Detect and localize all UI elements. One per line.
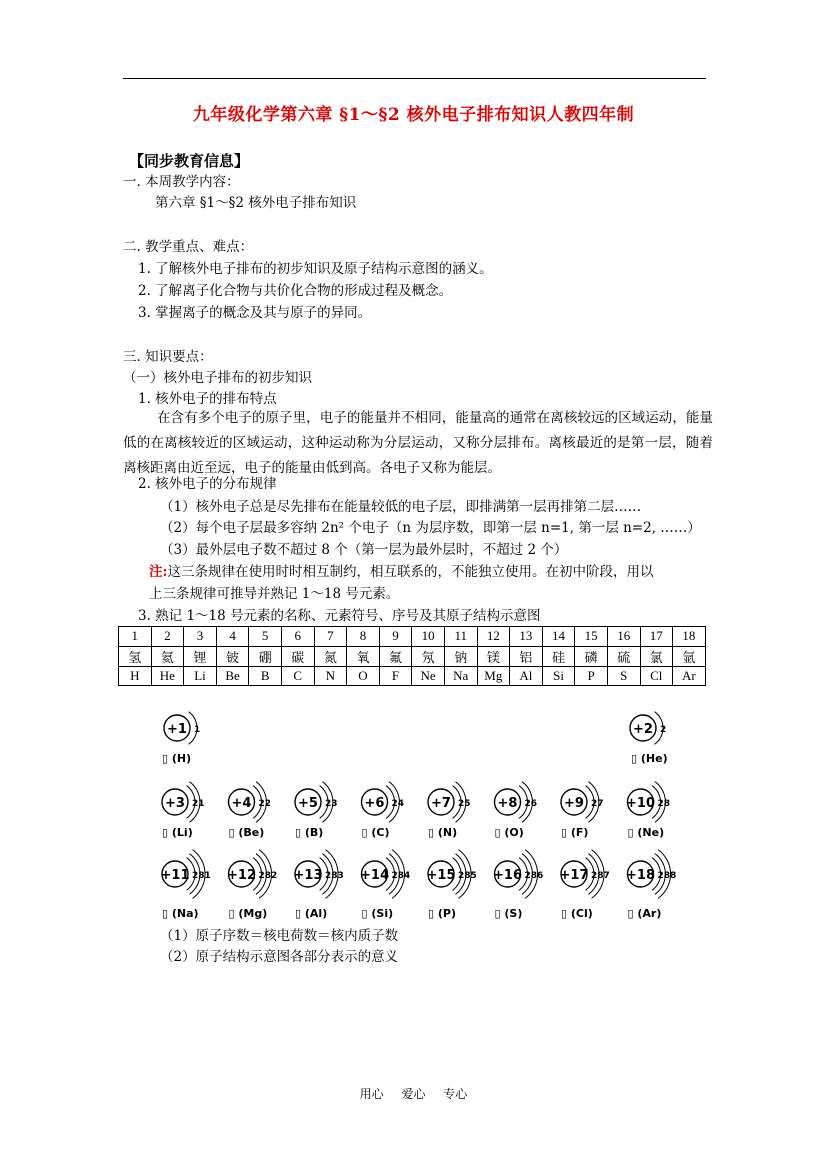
element-label: ▯ (F) (561, 826, 589, 839)
element-number-cell: 3 (184, 627, 217, 647)
element-label: ▯ (Cl) (561, 907, 593, 920)
element-symbol-cell: F (379, 666, 412, 686)
element-label: ▯ (P) (428, 907, 456, 920)
note-line-1 (149, 562, 653, 582)
element-number-cell: 6 (281, 627, 314, 647)
atom-diagram (295, 782, 338, 839)
element-number-cell: 18 (673, 627, 706, 647)
nucleus-charge: +12 (227, 868, 256, 883)
atom-diagram (626, 782, 670, 839)
element-name-cell: 氧 (347, 646, 380, 666)
nucleus-charge: +7 (431, 796, 451, 811)
element-label: ▯ (N) (428, 826, 458, 839)
element-symbol-cell: H (119, 666, 152, 686)
electron-counts: 27 (591, 799, 604, 809)
atomic-structure-diagrams (0, 700, 827, 930)
page-footer: 用心 爱心 专心 (359, 1087, 468, 1101)
point-2-heading: 2. 核外电子的分布规律 (138, 476, 277, 492)
element-label: ▯ (O) (494, 826, 524, 839)
element-number-cell: 16 (607, 627, 640, 647)
element-name-cell: 氯 (640, 646, 673, 666)
element-label: ▯ (B) (295, 826, 324, 839)
element-label: ▯ (Ar) (627, 907, 662, 920)
element-name-cell: 铍 (216, 646, 249, 666)
electron-counts: 25 (458, 799, 471, 809)
electron-counts: 1 (194, 725, 201, 735)
element-number-row (119, 627, 706, 647)
electron-counts: 282 (258, 871, 278, 881)
element-number-cell: 2 (151, 627, 184, 647)
element-name-cell: 磷 (575, 646, 608, 666)
element-symbol-cell: Al (510, 666, 543, 686)
top-rule (123, 78, 706, 79)
after-line-2: （2）原子结构示意图各部分表示的意义 (160, 949, 399, 965)
section-1-heading: 一. 本周教学内容： (123, 174, 240, 190)
atom-diagram (229, 782, 272, 839)
element-label: ▯ (Mg) (228, 907, 268, 920)
element-symbol-cell: Li (184, 666, 217, 686)
atom-diagram (227, 850, 277, 920)
note-text-2: 上三条规律可推导并熟记 1～18 号元素。 (149, 586, 400, 602)
electron-counts: 283 (325, 871, 344, 881)
atom-diagram (162, 782, 205, 839)
element-number-cell: 13 (510, 627, 543, 647)
element-symbol-cell: Be (216, 666, 249, 686)
atom-diagram (360, 850, 410, 920)
electron-counts: 23 (325, 799, 338, 809)
element-name-cell: 氮 (314, 646, 347, 666)
atom-diagram (561, 782, 604, 839)
section-3-heading: 三. 知识要点： (123, 349, 213, 365)
element-symbol-cell: Ne (412, 666, 445, 686)
nucleus-charge: +13 (293, 868, 323, 883)
atom-diagram (495, 782, 538, 839)
electron-counts: 285 (458, 871, 477, 881)
element-symbol-cell: Cl (640, 666, 673, 686)
electron-counts: 284 (391, 871, 411, 881)
electron-counts: 286 (524, 871, 544, 881)
subsection-1-heading: （一）核外电子排布的初步知识 (123, 370, 312, 386)
element-name-cell: 钠 (444, 646, 477, 666)
nucleus-charge: +16 (493, 868, 522, 883)
atom-diagram (626, 850, 676, 920)
nucleus-charge: +10 (626, 796, 655, 811)
element-name-cell: 硫 (607, 646, 640, 666)
electron-counts: 281 (192, 871, 211, 881)
atom-diagram (493, 850, 543, 920)
element-label: ▯ (Li) (162, 826, 193, 839)
element-name-cell: 硼 (249, 646, 282, 666)
note-label: 注: (149, 564, 168, 580)
element-label: ▯ (S) (494, 907, 523, 920)
electron-counts: 26 (524, 799, 538, 809)
element-label: ▯ (Na) (162, 907, 199, 920)
element-symbol-cell: Si (542, 666, 575, 686)
element-name-cell: 硅 (542, 646, 575, 666)
nucleus-charge: +5 (298, 796, 318, 811)
sync-heading: 【同步教育信息】 (129, 152, 250, 170)
element-name-cell: 氢 (119, 646, 152, 666)
nucleus-charge: +14 (360, 868, 389, 883)
element-name-row (119, 646, 706, 666)
atom-diagram (427, 850, 477, 920)
electron-counts: 22 (258, 799, 272, 809)
rule-3: （3）最外层电子数不超过 8 个（第一层为最外层时，不超过 2 个） (160, 542, 568, 558)
atom-diagram (428, 782, 471, 839)
element-table (118, 626, 706, 686)
element-symbol-cell: N (314, 666, 347, 686)
element-label: ▯ (Al) (295, 907, 328, 920)
section-2-heading: 二. 教学重点、难点： (123, 239, 254, 255)
electron-counts: 24 (391, 799, 405, 809)
electron-counts: 2 (660, 725, 667, 735)
element-number-cell: 4 (216, 627, 249, 647)
section-2-item-2: 2. 了解离子化合物与共价化合物的形成过程及概念。 (138, 283, 453, 299)
element-symbol-cell: Mg (477, 666, 510, 686)
note-text-1: 这三条规律在使用时时相互制约，相互联系的，不能独立使用。在初中阶段，用以 (167, 564, 654, 580)
element-label: ▯ (C) (361, 826, 390, 839)
section-2-item-3: 3. 掌握离子的概念及其与原子的异同。 (138, 305, 372, 321)
element-number-cell: 14 (542, 627, 575, 647)
element-label: ▯ (He) (631, 752, 668, 765)
nucleus-charge: +11 (160, 868, 190, 883)
element-label: ▯ (H) (162, 752, 192, 765)
element-name-cell: 氦 (151, 646, 184, 666)
nucleus-charge: +2 (633, 722, 653, 737)
nucleus-charge: +1 (167, 722, 187, 737)
electron-counts: 288 (657, 871, 677, 881)
element-number-cell: 7 (314, 627, 347, 647)
point-3-heading: 3. 熟记 1～18 号元素的名称、元素符号、序号及其原子结构示意图 (138, 608, 541, 624)
nucleus-charge: +4 (231, 796, 252, 811)
nucleus-charge: +3 (165, 796, 185, 811)
element-name-cell: 氩 (673, 646, 706, 666)
element-symbol-cell: C (281, 666, 314, 686)
electron-counts: 28 (657, 799, 671, 809)
element-number-cell: 11 (444, 627, 477, 647)
element-number-cell: 15 (575, 627, 608, 647)
point-1-paragraph: 在含有多个电子的原子里，电子的能量并不相同，能量高的通常在离核较远的区域运动，能量低的在离核较近的区域运动，这种运动称为分层运动，又称分层排布。离核最近的是第一层，随着离核距离由近至远，电子的能量由低到高。各电子又称为能层。 (123, 410, 713, 476)
element-number-cell: 17 (640, 627, 673, 647)
element-symbol-cell: He (151, 666, 184, 686)
section-1-content: 第六章 §1～§2 核外电子排布知识 (155, 195, 357, 211)
nucleus-charge: +6 (364, 796, 385, 811)
element-name-cell: 碳 (281, 646, 314, 666)
element-label: ▯ (Be) (228, 826, 265, 839)
atom-diagram (294, 850, 344, 920)
element-number-cell: 12 (477, 627, 510, 647)
nucleus-charge: +8 (497, 796, 518, 811)
nucleus-charge: +15 (426, 868, 456, 883)
atom-diagram (161, 850, 211, 920)
element-name-cell: 铝 (510, 646, 543, 666)
atom-diagram (630, 712, 668, 765)
rule-1: （1）核外电子总是尽先排布在能量较低的电子层，即排满第一层再排第二层…… (160, 499, 642, 515)
after-line-1: （1）原子序数＝核电荷数＝核内质子数 (160, 928, 399, 944)
point-1-heading: 1. 核外电子的排布特点 (138, 391, 277, 407)
element-symbol-cell: Ar (673, 666, 706, 686)
element-symbol-cell: S (607, 666, 640, 686)
atom-diagram (162, 712, 200, 765)
element-name-cell: 锂 (184, 646, 217, 666)
electron-counts: 287 (591, 871, 610, 881)
nucleus-charge: +9 (564, 796, 584, 811)
element-symbol-cell: O (347, 666, 380, 686)
element-number-cell: 5 (249, 627, 282, 647)
page-title: 九年级化学第六章 §1～§2 核外电子排布知识人教四年制 (192, 105, 635, 125)
element-number-cell: 8 (347, 627, 380, 647)
atom-diagram (362, 782, 405, 839)
element-symbol-cell: B (249, 666, 282, 686)
electron-counts: 21 (192, 799, 205, 809)
element-symbol-cell: P (575, 666, 608, 686)
element-number-cell: 9 (379, 627, 412, 647)
nucleus-charge: +17 (559, 868, 589, 883)
element-number-cell: 1 (119, 627, 152, 647)
element-symbol-cell: Na (444, 666, 477, 686)
section-2-item-1: 1. 了解核外电子排布的初步知识及原子结构示意图的涵义。 (138, 261, 493, 277)
element-label: ▯ (Ne) (627, 826, 665, 839)
element-symbol-row (119, 666, 706, 686)
nucleus-charge: +18 (626, 868, 655, 883)
element-label: ▯ (Si) (361, 907, 394, 920)
rule-2: （2）每个电子层最多容纳 2n² 个电子（n 为层序数，即第一层 n=1, 第一层 n=2, ……） (160, 520, 701, 536)
element-name-cell: 氖 (412, 646, 445, 666)
element-name-cell: 氟 (379, 646, 412, 666)
atom-diagram (560, 850, 610, 920)
element-number-cell: 10 (412, 627, 445, 647)
element-name-cell: 镁 (477, 646, 510, 666)
